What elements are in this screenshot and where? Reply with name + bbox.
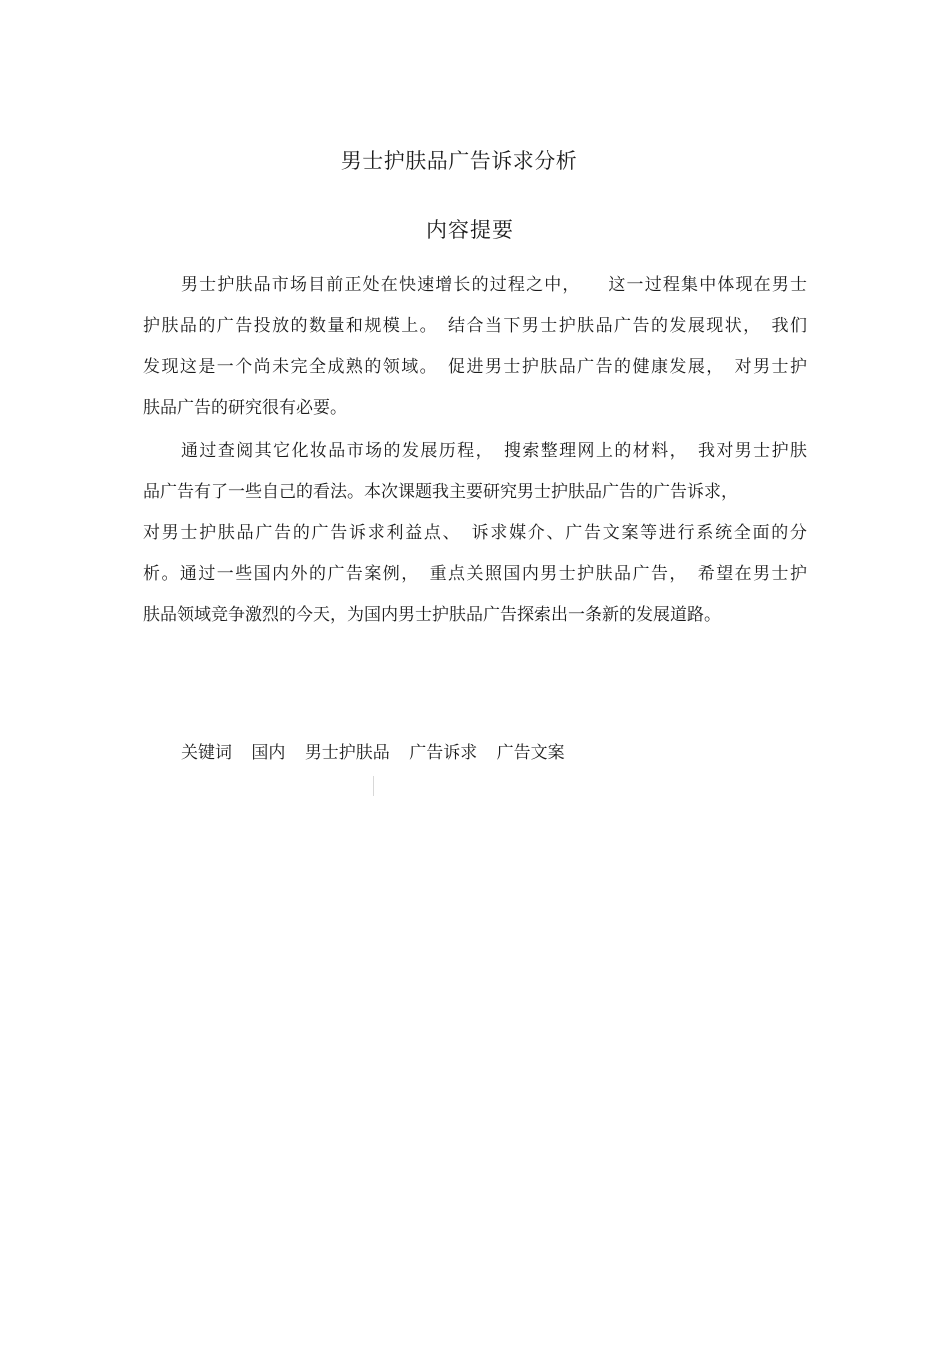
abstract-paragraph-2 <box>143 431 807 636</box>
keyword-item: 男士护肤品 <box>304 743 390 763</box>
faint-divider-mark <box>373 776 374 796</box>
keyword-item: 国内 <box>251 743 286 763</box>
paragraph-line: 品广告有了一些自己的看法。本次课题我主要研究男士护肤品广告的广告诉求， <box>143 482 738 502</box>
keywords-line <box>181 738 579 768</box>
document-title: 男士护肤品广告诉求分析 <box>340 149 578 173</box>
keyword-item: 广告诉求 <box>409 743 478 763</box>
keywords-label: 关键词 <box>181 743 232 763</box>
paragraph-line: 男士护肤品市场目前正处在快速增长的过程之中， 这一过程集中体现在男士 <box>181 275 807 295</box>
paragraph-line: 通过查阅其它化妆品市场的发展历程， 搜索整理网上的材料， 我对男士护肤 <box>181 441 807 461</box>
paragraph-line: 发现这是一个尚未完全成熟的领域。 促进男士护肤品广告的健康发展， 对男士护 <box>143 357 807 377</box>
abstract-paragraph-1 <box>143 265 807 429</box>
paragraph-line: 肤品领域竞争激烈的今天，为国内男士护肤品广告探索出一条新的发展道路。 <box>143 605 721 625</box>
keyword-item: 广告文案 <box>496 743 565 763</box>
section-heading-abstract: 内容提要 <box>426 218 514 242</box>
paragraph-line: 肤品广告的研究很有必要。 <box>143 398 347 418</box>
paragraph-line: 析。通过一些国内外的广告案例， 重点关照国内男士护肤品广告， 希望在男士护 <box>143 564 807 584</box>
paragraph-line: 护肤品的广告投放的数量和规模上。 结合当下男士护肤品广告的发展现状， 我们 <box>143 316 807 336</box>
paragraph-line: 对男士护肤品广告的广告诉求利益点、 诉求媒介、广告文案等进行系统全面的分 <box>143 523 807 543</box>
